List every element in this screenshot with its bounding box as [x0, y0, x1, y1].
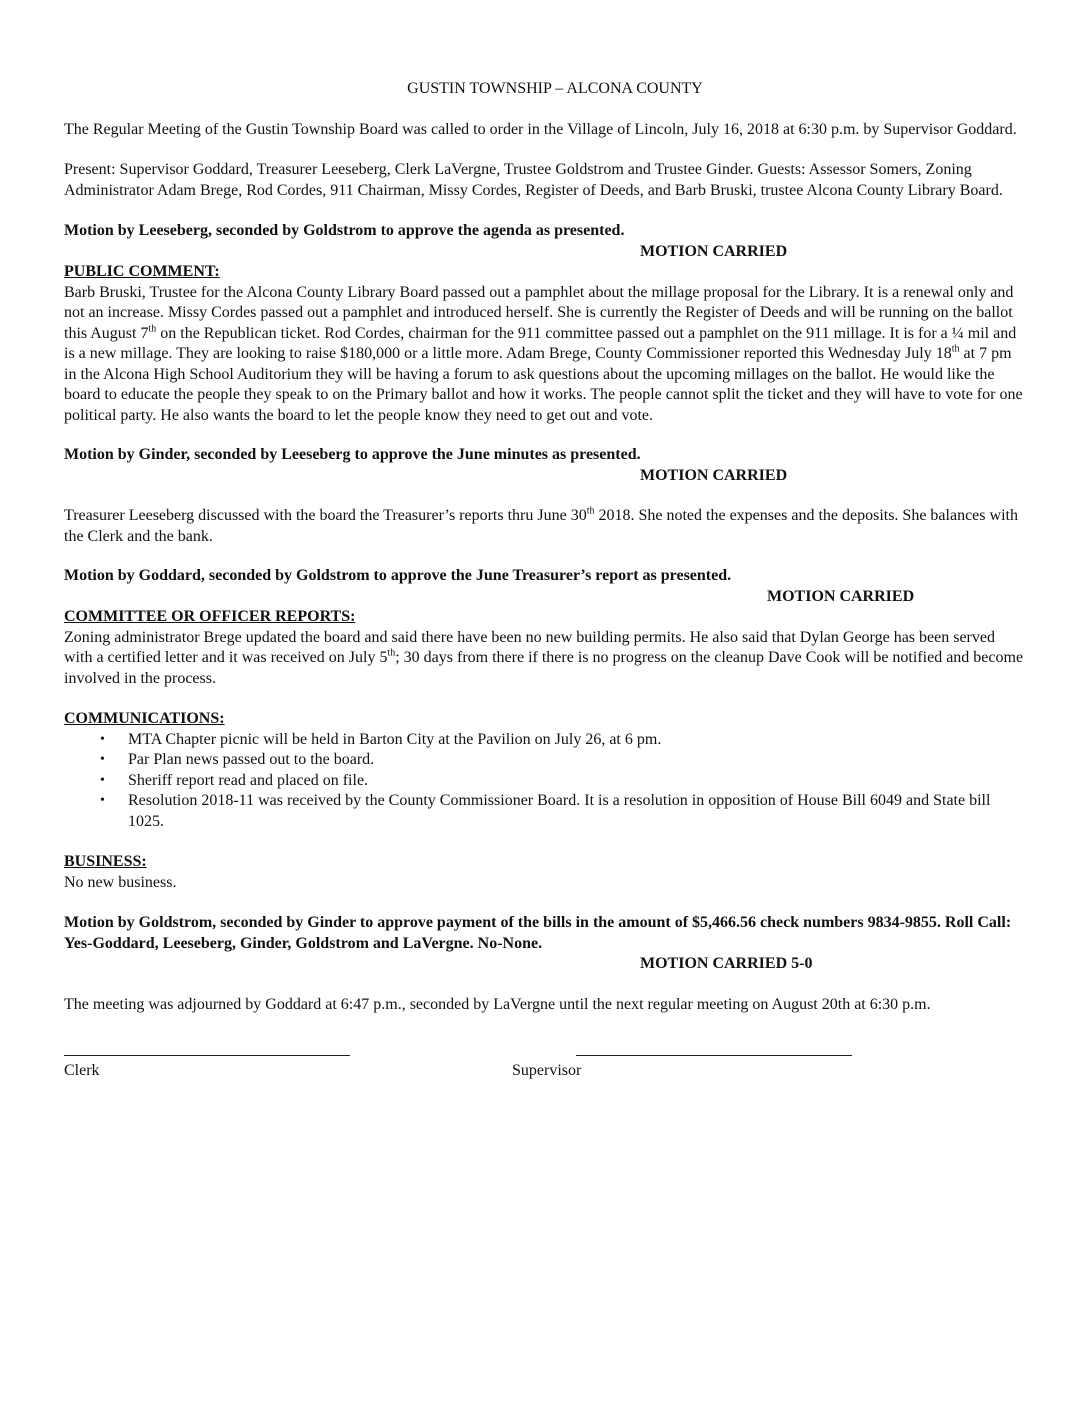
treasurer-text-1: Treasurer Leeseberg discussed with the board the Treasurer’s reports thru June 30 [64, 507, 587, 524]
adjournment-paragraph: The meeting was adjourned by Goddard at 6:47 p.m., seconded by LaVergne until the next regular meeting on August 20th at 6:30 p.m. [64, 995, 931, 1013]
clerk-label: Clerk [64, 1062, 100, 1079]
treasurer-paragraph [64, 506, 1026, 547]
ordinal-suffix: th [951, 343, 960, 355]
committee-heading: COMMITTEE OR OFFICER REPORTS: [64, 608, 356, 625]
supervisor-label: Supervisor [512, 1062, 582, 1079]
public-comment-heading: PUBLIC COMMENT: [64, 263, 220, 280]
motion-treasurer-report: Motion by Goddard, seconded by Goldstrom to approve the June Treasurer’s report as presented. [64, 567, 732, 584]
business-text: No new business. [64, 873, 177, 891]
bullet-icon: • [100, 731, 105, 747]
motion-bills-result: MOTION CARRIED 5-0 [640, 955, 813, 972]
public-comment-text-2: on the Republican ticket. Rod Cordes, chairman for the 911 committee passed out a pamphlet on the 911 millage. It is for a ¼ mil and is a new millage. They are looking to raise $180,000 or a little more. Adam Brege, County Commissioner reported this Wednesday July 18 [64, 324, 1017, 362]
intro-paragraph: The Regular Meeting of the Gustin Township Board was called to order in the Village of Lincoln, July 16, 2018 at 6:30 p.m. by Supervisor Goddard. [64, 120, 1017, 138]
bullet-icon: • [100, 772, 105, 788]
communications-heading: COMMUNICATIONS: [64, 710, 225, 727]
list-item [64, 750, 1026, 771]
page-title: GUSTIN TOWNSHIP – ALCONA COUNTY [407, 80, 703, 97]
public-comment-paragraph [64, 283, 1026, 427]
committee-text-2: ; 30 days from there if there is no progress on the cleanup Dave Cook will be notified and become involved in the process. [64, 649, 1024, 687]
list-item [64, 771, 1026, 792]
motion-agenda: Motion by Leeseberg, seconded by Goldstrom to approve the agenda as presented. [64, 222, 625, 239]
list-item-text: MTA Chapter picnic will be held in Barton City at the Pavilion on July 26, at 6 pm. [128, 730, 662, 748]
list-item-text: Par Plan news passed out to the board. [128, 751, 375, 768]
public-comment-text-3: at 7 pm in the Alcona High School Auditorium they will be having a forum to ask questions about the upcoming millages on the ballot. He would like the board to educate the people they speak to on the Primary ballot and how it works. The people cannot split the ticket and they will have to vote for one political party. He also wants the board to let the people know they need to get out and vote. [64, 345, 1023, 424]
motion-minutes-result: MOTION CARRIED [640, 466, 788, 484]
minutes-page [64, 79, 1026, 1115]
attendance-paragraph: Present: Supervisor Goddard, Treasurer Leeseberg, Clerk LaVergne, Trustee Goldstrom and Trustee Ginder. Guests: Assessor Somers, Zoning Administrator Adam Brege, Rod Cordes, 911 Chairman, Missy Cordes, Register of Deeds, and Barb Bruski, trustee Alcona County Library Board. [64, 161, 1003, 199]
supervisor-signature-line [576, 1055, 852, 1056]
ordinal-suffix: th [586, 505, 595, 517]
motion-agenda-result: MOTION CARRIED [640, 242, 788, 260]
ordinal-suffix: th [148, 323, 157, 335]
list-item [64, 730, 1026, 751]
ordinal-suffix: th [387, 647, 396, 659]
communications-list [64, 730, 1026, 833]
motion-treasurer-report-result: MOTION CARRIED [767, 587, 915, 605]
committee-paragraph [64, 628, 1026, 690]
business-heading: BUSINESS: [64, 853, 147, 870]
bullet-icon: • [100, 752, 105, 767]
clerk-signature-line [64, 1055, 350, 1056]
motion-bills: Motion by Goldstrom, seconded by Ginder to approve payment of the bills in the amount of $5,466.56 check numbers 9834-9855. Roll Call: Yes-Goddard, Leeseberg, Ginder, Goldstrom and LaVergne. No-None. [64, 914, 1012, 952]
motion-minutes: Motion by Ginder, seconded by Leeseberg to approve the June minutes as presented. [64, 446, 641, 463]
treasurer-text-2: 2018. She noted the expenses and the deposits. She balances with the Clerk and the bank. [64, 507, 1018, 545]
signature-block [64, 1055, 1026, 1115]
committee-text-1: Zoning administrator Brege updated the board and said there have been no new building permits. He also said that Dylan George has been served with a certified letter and it was received on July 5 [64, 628, 995, 666]
list-item-text: Resolution 2018-11 was received by the County Commissioner Board. It is a resolution in opposition of House Bill 6049 and State bill 1025. [128, 792, 991, 830]
public-comment-text-1: Barb Bruski, Trustee for the Alcona County Library Board passed out a pamphlet about the millage proposal for the Library. It is a renewal only and not an increase. Missy Cordes passed out a pamphlet and introduced herself. She is currently the Register of Deeds and will be running on the ballot this August 7 [64, 283, 1014, 342]
list-item [64, 791, 1026, 832]
list-item-text: Sheriff report read and placed on file. [128, 771, 369, 789]
bullet-icon: • [100, 793, 105, 808]
